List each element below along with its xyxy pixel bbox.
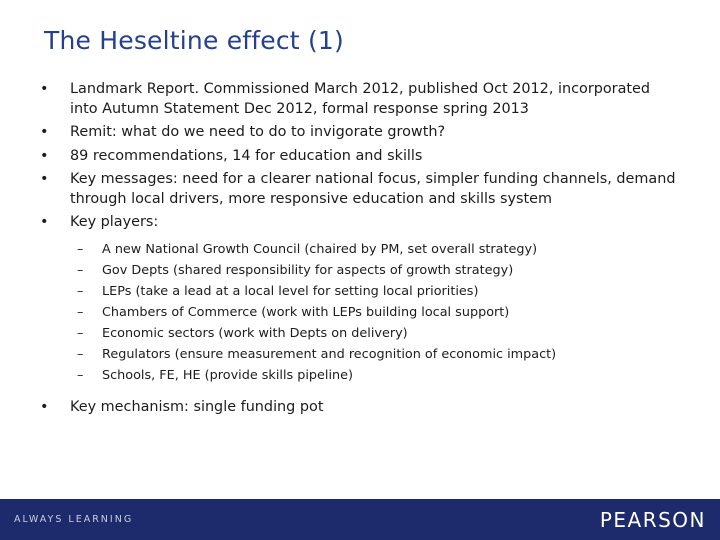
bullet-text: 89 recommendations, 14 for education and skills	[70, 147, 423, 164]
bullet-marker: •	[40, 171, 49, 187]
pearson-logo: PEARSON	[599, 508, 706, 532]
sub-bullet-text: Schools, FE, HE (provide skills pipeline)	[102, 367, 354, 383]
key-players-list	[70, 239, 680, 386]
dash-marker: –	[77, 346, 84, 362]
bullet-item-key-players	[0, 213, 720, 386]
sub-bullet-item	[70, 260, 680, 281]
footer-tagline: ALWAYS LEARNING	[14, 514, 134, 525]
bullet-marker: •	[40, 398, 49, 415]
sub-bullet-text: Chambers of Commerce (work with LEPs building local support)	[102, 304, 510, 320]
dash-marker: –	[77, 241, 84, 257]
bullet-item	[0, 123, 720, 143]
bullet-text: Landmark Report. Commissioned March 2012, published Oct 2012, incorporated into Autumn Statement Dec 2012, formal response spring 2013	[70, 81, 651, 117]
dash-marker: –	[77, 304, 84, 320]
sub-bullet-text: Economic sectors (work with Depts on delivery)	[102, 325, 408, 341]
sub-bullet-text: LEPs (take a lead at a local level for setting local priorities)	[102, 283, 479, 299]
bullet-text: Key players:	[70, 214, 159, 230]
dash-marker: –	[77, 325, 84, 341]
bullet-item	[0, 80, 720, 119]
sub-bullet-text: A new National Growth Council (chaired by PM, set overall strategy)	[102, 241, 538, 257]
bullet-marker: •	[40, 214, 49, 230]
dash-marker: –	[77, 367, 84, 383]
bullet-text: Remit: what do we need to do to invigorate growth?	[70, 124, 446, 140]
bullet-text: Key messages: need for a clearer national focus, simpler funding channels, demand through local drivers, more responsive education and skills system	[70, 171, 676, 207]
sub-bullet-item	[70, 344, 680, 365]
sub-bullet-item	[70, 302, 680, 323]
dash-marker: –	[77, 262, 84, 278]
sub-bullet-text: Gov Depts (shared responsibility for aspects of growth strategy)	[102, 262, 514, 278]
dash-marker: –	[77, 283, 84, 299]
bullet-marker: •	[40, 147, 49, 164]
sub-bullet-item	[70, 365, 680, 386]
bullet-marker: •	[40, 81, 49, 97]
bullet-list	[0, 80, 720, 421]
bullet-item	[0, 147, 720, 167]
bullet-item	[0, 170, 720, 209]
bullet-item-final	[0, 398, 720, 418]
bullet-text: Key mechanism: single funding pot	[70, 398, 324, 415]
sub-bullet-item	[70, 281, 680, 302]
slide-title: The Heseltine effect (1)	[44, 26, 344, 55]
sub-bullet-text: Regulators (ensure measurement and recognition of economic impact)	[102, 346, 557, 362]
sub-bullet-item	[70, 239, 680, 260]
bullet-marker: •	[40, 124, 49, 140]
footer-bar	[0, 499, 720, 540]
sub-bullet-item	[70, 323, 680, 344]
